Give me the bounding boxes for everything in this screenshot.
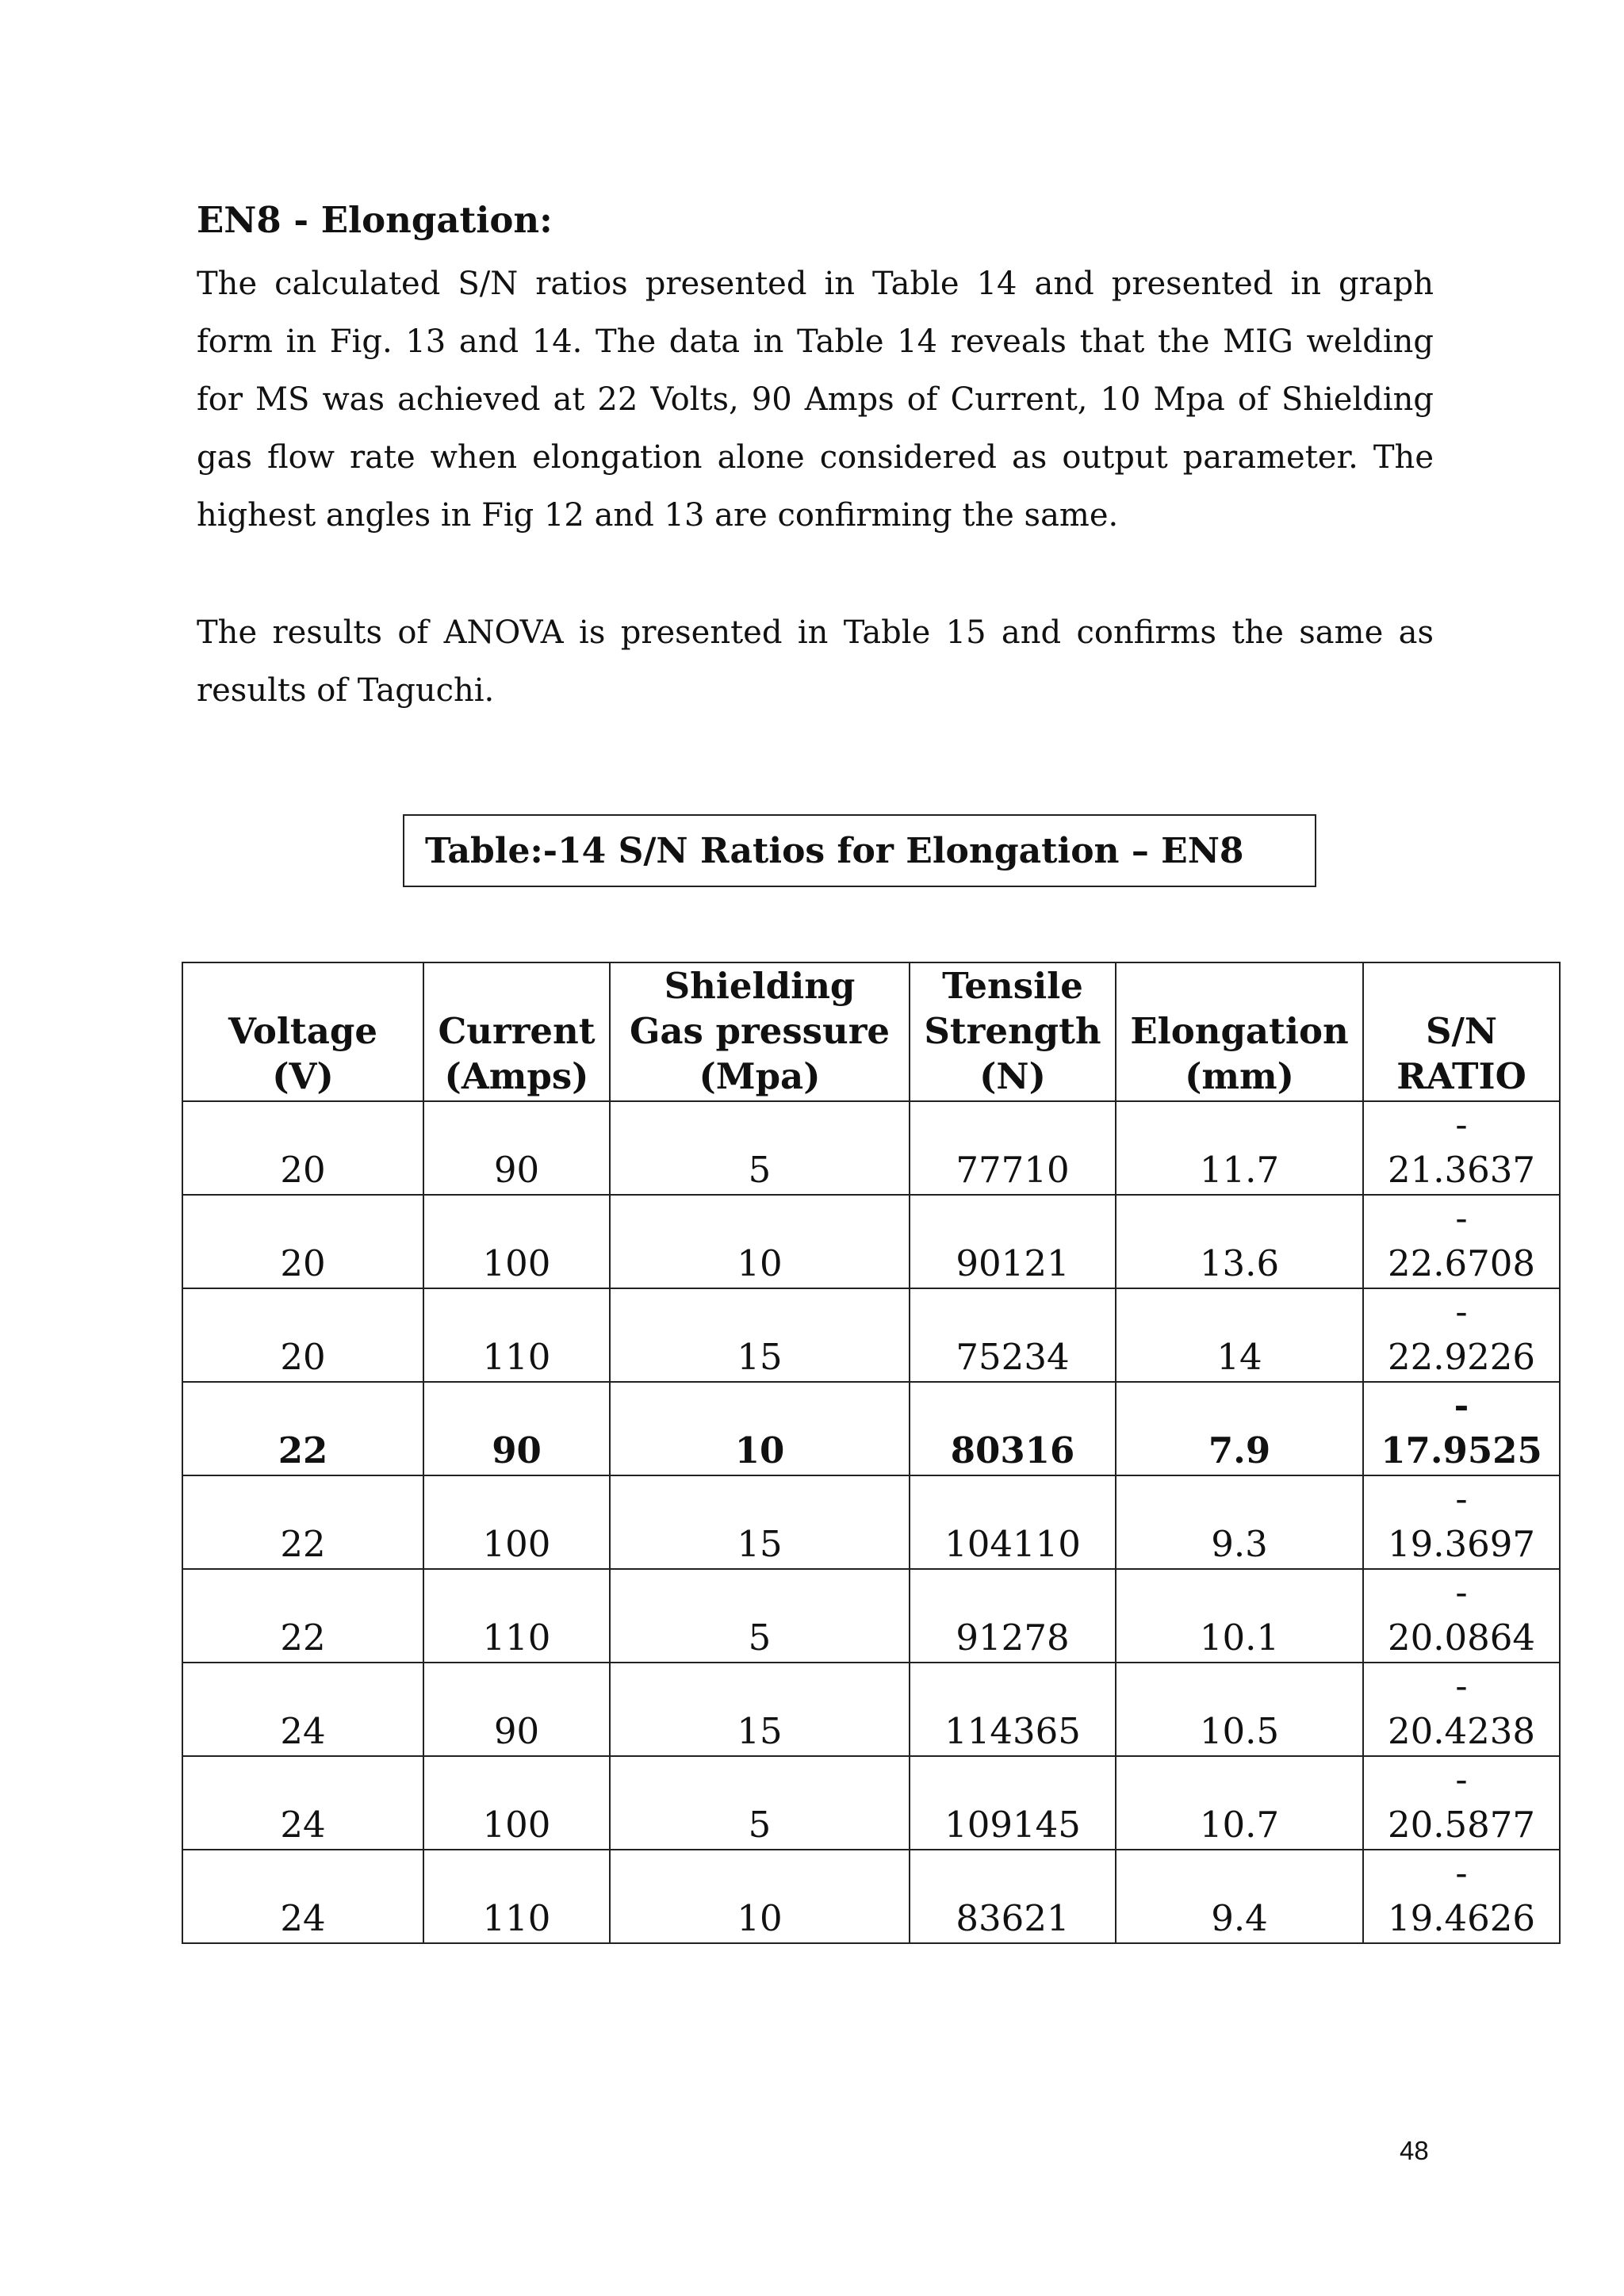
cell-gas-pressure: 15 <box>610 1663 910 1756</box>
cell-voltage: 24 <box>182 1756 423 1850</box>
header-line: Shielding <box>664 965 856 1007</box>
cell-sn-ratio <box>1363 1382 1560 1475</box>
body-paragraph-2: The results of ANOVA is presented in Table 15 and confirms the same as results of Taguchi. <box>197 614 1434 709</box>
cell-voltage: 24 <box>182 1663 423 1756</box>
sn-ratio-sign: - <box>1455 1291 1468 1333</box>
table-row <box>182 1288 1560 1382</box>
table-caption-text: Table:-14 S/N Ratios for Elongation – EN8 <box>425 830 1244 871</box>
sn-ratio-sign: - <box>1455 1758 1468 1800</box>
cell-tensile-strength: 77710 <box>910 1101 1116 1195</box>
sn-ratio-sign: - <box>1455 1104 1468 1146</box>
table-row <box>182 1756 1560 1850</box>
header-line: Elongation <box>1130 1010 1349 1052</box>
sn-ratio-value: 22.9226 <box>1387 1336 1536 1378</box>
cell-elongation: 11.7 <box>1116 1101 1363 1195</box>
cell-sn-ratio <box>1363 1663 1560 1756</box>
sn-ratio-sign: - <box>1455 1852 1468 1894</box>
header-line: (mm) <box>1185 1055 1294 1097</box>
table-row <box>182 1101 1560 1195</box>
cell-voltage: 22 <box>182 1382 423 1475</box>
cell-sn-ratio <box>1363 1288 1560 1382</box>
cell-gas-pressure: 5 <box>610 1756 910 1850</box>
sn-ratio-value: 20.5877 <box>1387 1804 1536 1846</box>
cell-current: 100 <box>423 1475 610 1569</box>
cell-gas-pressure: 15 <box>610 1475 910 1569</box>
cell-elongation: 14 <box>1116 1288 1363 1382</box>
cell-elongation: 7.9 <box>1116 1382 1363 1475</box>
cell-tensile-strength: 83621 <box>910 1850 1116 1943</box>
cell-tensile-strength: 114365 <box>910 1663 1116 1756</box>
header-line: RATIO <box>1396 1055 1526 1097</box>
header-line: (Mpa) <box>699 1055 821 1097</box>
cell-tensile-strength: 91278 <box>910 1569 1116 1663</box>
section-heading: EN8 - Elongation: <box>197 199 553 241</box>
cell-current: 90 <box>423 1101 610 1195</box>
cell-sn-ratio <box>1363 1475 1560 1569</box>
cell-current: 90 <box>423 1663 610 1756</box>
cell-tensile-strength: 90121 <box>910 1195 1116 1288</box>
header-line: Gas pressure <box>629 1010 891 1052</box>
cell-sn-ratio <box>1363 1569 1560 1663</box>
header-voltage <box>182 962 423 1101</box>
table-row <box>182 1850 1560 1943</box>
sn-ratio-value: 19.3697 <box>1387 1523 1536 1565</box>
cell-elongation: 9.4 <box>1116 1850 1363 1943</box>
table-caption <box>403 814 1316 887</box>
sn-ratio-value: 20.0864 <box>1387 1617 1536 1659</box>
cell-tensile-strength: 104110 <box>910 1475 1116 1569</box>
sn-ratio-sign: - <box>1455 1665 1468 1707</box>
header-elongation <box>1116 962 1363 1101</box>
cell-gas-pressure: 10 <box>610 1195 910 1288</box>
header-tensile-strength <box>910 962 1116 1101</box>
sn-ratio-sign: - <box>1455 1478 1468 1520</box>
sn-ratio-sign: - <box>1455 1197 1468 1239</box>
cell-tensile-strength: 80316 <box>910 1382 1116 1475</box>
cell-gas-pressure: 5 <box>610 1569 910 1663</box>
table-row <box>182 1475 1560 1569</box>
cell-tensile-strength: 109145 <box>910 1756 1116 1850</box>
table-header-row <box>182 962 1560 1101</box>
cell-current: 100 <box>423 1756 610 1850</box>
sn-ratio-value: 21.3637 <box>1387 1149 1536 1191</box>
cell-tensile-strength: 75234 <box>910 1288 1116 1382</box>
cell-sn-ratio <box>1363 1195 1560 1288</box>
cell-current: 110 <box>423 1569 610 1663</box>
header-line: S/N <box>1425 1010 1498 1052</box>
cell-elongation: 13.6 <box>1116 1195 1363 1288</box>
header-line: Voltage <box>228 1010 377 1052</box>
cell-voltage: 20 <box>182 1288 423 1382</box>
cell-voltage: 22 <box>182 1569 423 1663</box>
page-number: 48 <box>1400 2136 1429 2165</box>
cell-sn-ratio <box>1363 1850 1560 1943</box>
cell-gas-pressure: 5 <box>610 1101 910 1195</box>
header-line: (Amps) <box>444 1055 589 1097</box>
table-header <box>182 962 1560 1101</box>
header-line: Tensile <box>942 965 1083 1007</box>
cell-voltage: 24 <box>182 1850 423 1943</box>
cell-sn-ratio <box>1363 1101 1560 1195</box>
table-row <box>182 1569 1560 1663</box>
sn-ratio-value: 17.9525 <box>1381 1429 1542 1471</box>
header-line: (V) <box>272 1055 334 1097</box>
table-body <box>182 1101 1560 1943</box>
cell-elongation: 9.3 <box>1116 1475 1363 1569</box>
cell-current: 100 <box>423 1195 610 1288</box>
header-current <box>423 962 610 1101</box>
header-line: (N) <box>979 1055 1046 1097</box>
sn-ratio-sign: - <box>1455 1571 1468 1613</box>
body-paragraph-1: The calculated S/N ratios presented in Table 14 and presented in graph form in Fig. 13 and 14. The data in Table 14 reveals that the MIG welding for MS was achieved at 22 Volts, 90 Amps of Current, 10 Mpa of Shielding gas flow rate when elongation alone considered as output parameter. The highest angles in Fig 12 and 13 are confirming the same. <box>197 266 1434 534</box>
sn-ratio-sign: - <box>1454 1384 1469 1426</box>
table-row <box>182 1663 1560 1756</box>
cell-current: 90 <box>423 1382 610 1475</box>
sn-ratio-value: 20.4238 <box>1387 1710 1536 1752</box>
cell-elongation: 10.1 <box>1116 1569 1363 1663</box>
cell-elongation: 10.5 <box>1116 1663 1363 1756</box>
cell-voltage: 20 <box>182 1101 423 1195</box>
cell-gas-pressure: 10 <box>610 1850 910 1943</box>
cell-current: 110 <box>423 1850 610 1943</box>
header-line: Current <box>438 1010 596 1052</box>
cell-voltage: 22 <box>182 1475 423 1569</box>
cell-current: 110 <box>423 1288 610 1382</box>
cell-gas-pressure: 10 <box>610 1382 910 1475</box>
cell-elongation: 10.7 <box>1116 1756 1363 1850</box>
table-row <box>182 1382 1560 1475</box>
header-shielding-gas <box>610 962 910 1101</box>
header-sn-ratio <box>1363 962 1560 1101</box>
sn-ratio-value: 19.4626 <box>1387 1897 1536 1939</box>
sn-ratio-table <box>182 962 1561 1944</box>
sn-ratio-value: 22.6708 <box>1387 1242 1536 1284</box>
cell-gas-pressure: 15 <box>610 1288 910 1382</box>
table-row <box>182 1195 1560 1288</box>
header-line: Strength <box>924 1010 1101 1052</box>
cell-voltage: 20 <box>182 1195 423 1288</box>
cell-sn-ratio <box>1363 1756 1560 1850</box>
